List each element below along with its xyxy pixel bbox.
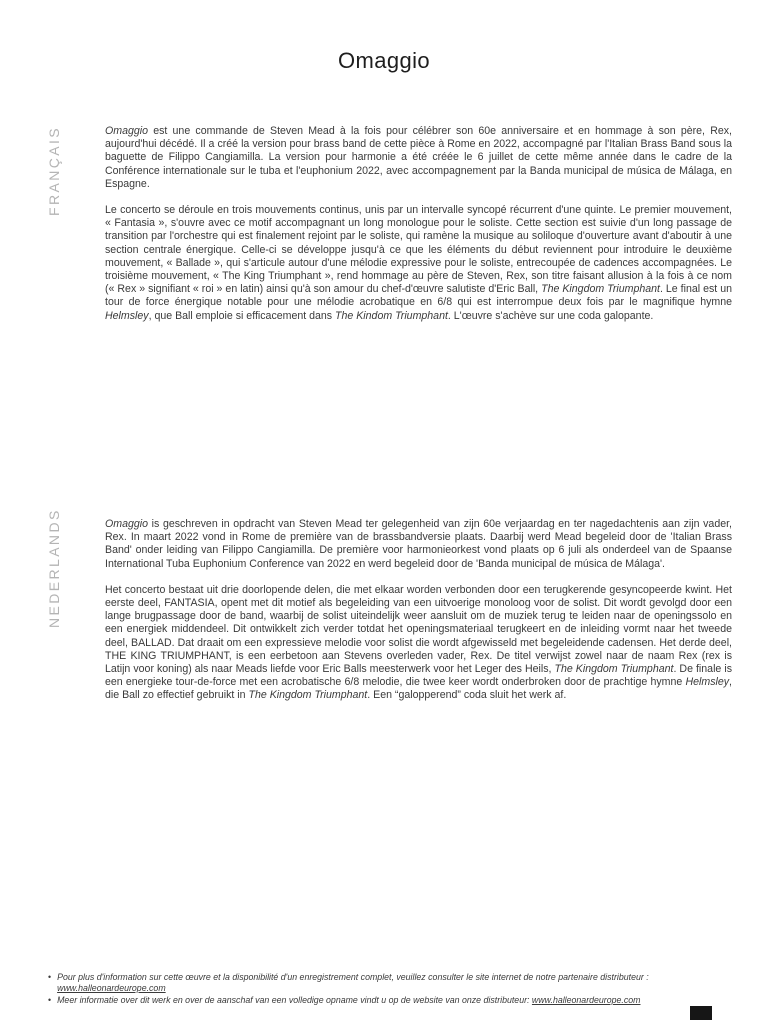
section-dutch: [105, 518, 732, 703]
dutch-paragraph-2: Het concerto bestaat uit drie doorlopende delen, die met elkaar worden verbonden door een terugkerende gesyncopeerde kwint. Het eerste deel, FANTASIA, opent met dit motief als begeleiding van een uitvoerige monoloog voor de solist. Dit wordt gevolgd door een lange brugpassage door de band, waarbij de solist uiteindelijk weer aansluit om de muziek terug te leiden naar de openingssolo en een energiek middendeel. Dit ontwikkelt zich verder totdat het openingsmateriaal terugkeert en de inleiding vormt naar het tweede deel, BALLAD. Dat draait om een expressieve melodie voor solist die wordt afgewisseld met begeleidende cadensen. Het derde deel, THE KING TRIUMPHANT, is een eerbetoon aan Stevens overleden vader, Rex. De titel verwijst zowel naar de naam Rex (rex is Latijn voor koning) als naar Meads liefde voor Eric Balls meesterwerk voor het Leger des Heils, The Kingdom Triumphant. De finale is een energieke tour-de-force met een acrobatische 6/8 melodie, die twee keer wordt onderbroken door de prachtige hymne Helmsley, die Ball zo effectief gebruikt in The Kingdom Triumphant. Een “galopperend” coda sluit het werk af.: [105, 583, 732, 702]
footnote-dutch: [48, 995, 728, 1006]
page-title: Omaggio: [337, 48, 431, 73]
page-corner-mark: [690, 1006, 712, 1020]
french-paragraph-2: Le concerto se déroule en trois mouvements continus, unis par un intervalle syncopé récurrent d'une quinte. Le premier mouvement, « Fantasia », s'ouvre avec ce motif accompagnant un long monologue pour le soliste. Cette section est suivie d'un long passage de transition par l'orchestre qui est finalement rejoint par le soliste, qui ramène la musique au soliloque d'ouverture avant d'aboutir à une section centrale énergique. Celle-ci se développe jusqu'à ce que les éléments du début reviennent pour introduire le deuxième mouvement, « Ballade », qui s'articule autour d'une mélodie expressive pour le soliste, entrecoupée de cadences accompagnées. Le troisième mouvement, « The King Triumphant », rend hommage au père de Steven, Rex, son titre faisant allusion à la fois à ce nom (« Rex » signifiant « roi » en latin) ainsi qu'à son amour du chef-d'œuvre salutiste d'Eric Ball, The Kingdom Triumphant. Le final est un tour de force énergique notable pour une mélodie acrobatique en 6/8 qui est interrompue deux fois par le magnifique hymne Helmsley, que Ball emploie si efficacement dans The Kindom Triumphant. L'œuvre s'achève sur une coda galopante.: [105, 204, 732, 322]
dutch-paragraph-1: Omaggio is geschreven in opdracht van Steven Mead ter gelegenheid van zijn 60e verjaardag en ter nagedachtenis aan zijn vader, Rex. In maart 2022 vond in Rome de première van de brassbandversie plaats. Daarbij werd Mead begeleid door de 'Italian Brass Band' onder leiding van Filippo Cangiamilla. De première voor harmonieorkest vond plaats op 6 juli als onderdeel van de Spaanse International Tuba Euphonium Conference van 2022 en werd begeleid door de 'Banda municipal de música de Málaga'.: [105, 518, 732, 570]
language-label-nederlands: NEDERLANDS: [46, 508, 62, 628]
section-french: [105, 125, 732, 323]
footnote-dutch-body: [57, 995, 640, 1006]
distributor-link-french[interactable]: www.halleonardeurope.com: [57, 983, 166, 993]
footnote-dutch-text: Meer informatie over dit werk en over de aanschaf van een volledige opname vindt u op de website van onze distributeur:: [57, 995, 532, 1005]
footnotes: [48, 972, 728, 1007]
distributor-link-dutch[interactable]: www.halleonardeurope.com: [531, 995, 641, 1005]
footnote-french-body: [57, 972, 649, 994]
footnote-french: [48, 972, 728, 994]
french-paragraph-1: Omaggio est une commande de Steven Mead à la fois pour célébrer son 60e anniversaire et en hommage à son père, Rex, aujourd'hui décédé. Il a créé la version pour brass band de cette pièce à Rome en 2022, accompagné par l'Italian Brass Band sous la baguette de Filippo Cangiamilla. La version pour harmonie a été créée le 6 juillet de cette même année dans le cadre de la Conférence internationale sur le tuba et l'euphonium 2022, avec accompagnement par la Banda municipal de música de Málaga, en Espagne.: [105, 125, 732, 190]
language-label-francais: FRANÇAIS: [46, 126, 62, 216]
bullet-icon: •: [48, 995, 52, 1005]
footnote-french-text: Pour plus d'information sur cette œuvre et la disponibilité d'un enregistrement complet, veuillez consulter le site internet de notre partenaire distributeur :: [57, 972, 649, 982]
bullet-icon: •: [48, 972, 52, 982]
